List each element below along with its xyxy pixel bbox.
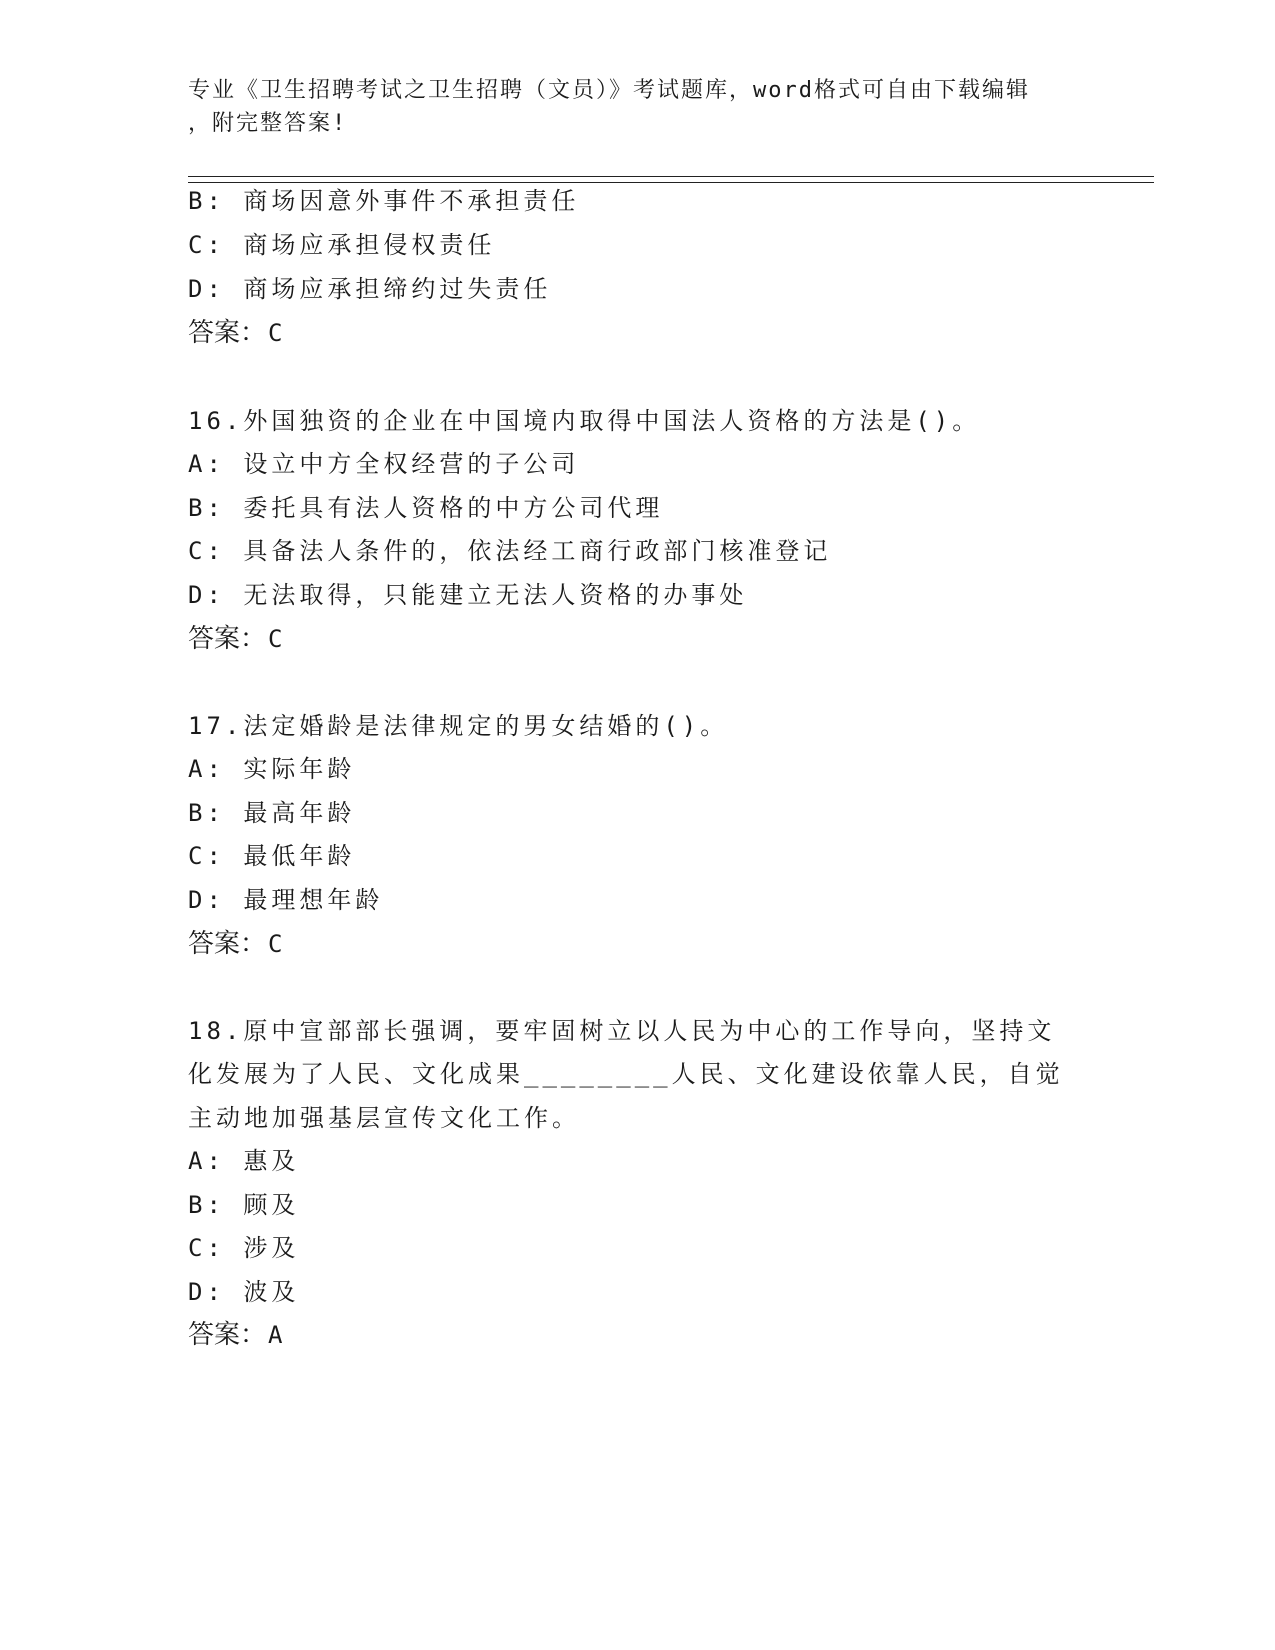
q18-question-line-1: 18.原中宣部部长强调，要牢固树立以人民为中心的工作导向，坚持文	[188, 1017, 1056, 1045]
q15-answer	[188, 318, 282, 348]
answer-value: C	[268, 319, 283, 347]
q16-option-a: A: 设立中方全权经营的子公司	[188, 450, 580, 478]
answer-value: C	[268, 930, 283, 958]
answer-value: C	[268, 625, 283, 653]
q16-question: 16.外国独资的企业在中国境内取得中国法人资格的方法是()。	[188, 407, 981, 435]
answer-value: A	[268, 1321, 283, 1349]
q15-option-d: D: 商场应承担缔约过失责任	[188, 275, 552, 303]
q18-question-line-2: 化发展为了人民、文化成果________人民、文化建设依靠人民，自觉	[188, 1060, 1064, 1088]
header-line-1: 专业《卫生招聘考试之卫生招聘（文员）》考试题库，word格式可自由下载编辑	[188, 78, 1030, 103]
q17-option-b: B: 最高年龄	[188, 799, 356, 827]
answer-label: 答案：	[188, 1320, 267, 1350]
q18-question-line-3: 主动地加强基层宣传文化工作。	[188, 1104, 580, 1132]
q17-question: 17.法定婚龄是法律规定的男女结婚的()。	[188, 712, 729, 740]
answer-label: 答案：	[188, 318, 267, 348]
q18-answer	[188, 1320, 282, 1350]
q18-option-c: C: 涉及	[188, 1234, 300, 1262]
document-header	[188, 74, 1068, 140]
q17-option-a: A: 实际年龄	[188, 755, 356, 783]
q15-option-c: C: 商场应承担侵权责任	[188, 231, 496, 259]
header-divider-bottom	[188, 182, 1154, 183]
q17-option-d: D: 最理想年龄	[188, 886, 384, 914]
q18-option-b: B: 顾及	[188, 1191, 300, 1219]
q17-option-c: C: 最低年龄	[188, 842, 356, 870]
q17-answer	[188, 929, 282, 959]
q16-option-c: C: 具备法人条件的，依法经工商行政部门核准登记	[188, 537, 832, 565]
q16-answer	[188, 624, 282, 654]
q18-option-a: A: 惠及	[188, 1147, 300, 1175]
answer-label: 答案：	[188, 624, 267, 654]
q16-option-d: D: 无法取得，只能建立无法人资格的办事处	[188, 581, 748, 609]
q16-option-b: B: 委托具有法人资格的中方公司代理	[188, 494, 664, 522]
q18-option-d: D: 波及	[188, 1278, 300, 1306]
answer-label: 答案：	[188, 929, 267, 959]
header-line-2: ，附完整答案!	[188, 111, 348, 136]
q15-option-b: B: 商场因意外事件不承担责任	[188, 187, 580, 215]
header-divider-top	[188, 176, 1154, 177]
